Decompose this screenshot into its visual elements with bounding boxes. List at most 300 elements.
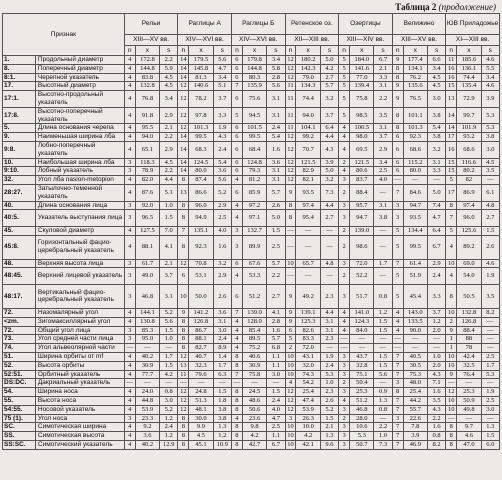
cell-n: —: [285, 268, 296, 285]
row-code: 48:17.: [3, 284, 36, 308]
cell-x: 5.3: [350, 432, 374, 441]
cell-s: —: [481, 317, 499, 326]
cell-s: 1.6: [213, 235, 231, 259]
cell-x: 99.2: [296, 133, 320, 142]
cell-x: 144.8: [242, 64, 266, 73]
cell-s: 1.7: [481, 361, 499, 370]
cell-x: 88.4: [457, 326, 481, 335]
cell-n: 10: [446, 308, 457, 317]
cell-s: 4.0: [374, 176, 392, 185]
cell-s: 10.9: [213, 440, 231, 449]
cell-n: 8: [178, 423, 189, 432]
row-code: 52:51.: [3, 370, 36, 379]
cell-n: 1: [446, 335, 457, 344]
cell-n: 8: [178, 440, 189, 449]
cell-n: 3: [339, 440, 350, 449]
cell-s: 1.9: [481, 268, 499, 285]
cell-n: 3: [124, 158, 135, 167]
row-name: Дакриальный указатель: [35, 379, 124, 388]
cell-n: 12: [285, 56, 296, 65]
cell-s: 3.1: [213, 317, 231, 326]
cell-s: 2.6: [213, 284, 231, 308]
cell-n: 2: [285, 344, 296, 353]
cell-x: 30.5: [403, 361, 427, 370]
cell-x: 50.6: [242, 405, 266, 414]
cell-n: 12: [178, 82, 189, 91]
header-sub-n: n: [339, 46, 350, 56]
row-name: Верхний лицевой указатель: [35, 268, 124, 285]
cell-n: 7: [392, 432, 403, 441]
cell-x: 128.0: [242, 317, 266, 326]
header-sub-n: n: [178, 46, 189, 56]
cell-x: 121.5: [296, 158, 320, 167]
cell-s: 3.0: [160, 396, 178, 405]
header-feature: Признак: [3, 14, 125, 56]
cell-n: 3: [285, 414, 296, 423]
cell-x: 127.5: [135, 226, 159, 235]
cell-x: —: [135, 344, 159, 353]
cell-s: 1.5: [267, 388, 285, 397]
table-row: [3, 308, 500, 317]
cell-x: 23.3: [135, 414, 159, 423]
cell-s: 3.3: [427, 284, 445, 308]
cell-x: 24.8: [189, 388, 213, 397]
cell-s: 5.5: [481, 64, 499, 73]
cell-s: 5.4: [267, 133, 285, 142]
cell-n: 12: [285, 405, 296, 414]
cell-x: 121.5: [350, 158, 374, 167]
cell-x: 55.7: [403, 405, 427, 414]
cell-n: 12: [178, 124, 189, 133]
cell-s: 3.8: [427, 107, 445, 124]
cell-x: 96.0: [189, 201, 213, 210]
cell-x: 76.2: [403, 73, 427, 82]
cell-s: 5.4: [213, 158, 231, 167]
header-sub-x: x: [296, 46, 320, 56]
cell-x: 87.6: [135, 184, 159, 201]
cell-x: 75.3: [403, 370, 427, 379]
cell-x: 45.4: [403, 284, 427, 308]
cell-n: 13: [178, 361, 189, 370]
cell-x: 79.0: [296, 73, 320, 82]
cell-n: 3: [124, 210, 135, 227]
cell-x: 46.8: [350, 405, 374, 414]
cell-s: —: [481, 335, 499, 344]
cell-n: 15: [446, 158, 457, 167]
cell-s: 3.2: [320, 91, 338, 108]
cell-x: 9.9: [189, 423, 213, 432]
table-row: [3, 414, 500, 423]
cell-n: 4: [124, 370, 135, 379]
cell-x: 9.8: [242, 423, 266, 432]
cell-n: 4: [124, 361, 135, 370]
cell-x: 79.3: [242, 167, 266, 176]
cell-s: 3.4: [374, 158, 392, 167]
cell-s: 0.8: [374, 405, 392, 414]
cell-s: 4.3: [427, 405, 445, 414]
cell-n: 17: [446, 133, 457, 142]
cell-x: 93.5: [403, 210, 427, 227]
cell-s: 3.7: [374, 133, 392, 142]
cell-x: 88.4: [350, 184, 374, 201]
cell-x: 75.2: [242, 344, 266, 353]
cell-x: 94.9: [189, 210, 213, 227]
cell-s: 2.1: [160, 124, 178, 133]
cell-s: 3.5: [374, 107, 392, 124]
cell-n: 7: [392, 352, 403, 361]
cell-s: 3.5: [481, 167, 499, 176]
cell-s: 3.4: [160, 91, 178, 108]
cell-x: 83.7: [350, 176, 374, 185]
header-sub-x: x: [403, 46, 427, 56]
cell-s: 4.3: [320, 141, 338, 158]
cell-n: 6: [231, 184, 242, 201]
cell-x: 25.4: [403, 388, 427, 397]
cell-s: 4.6: [481, 259, 499, 268]
cell-n: 2: [339, 226, 350, 235]
cell-n: 16: [446, 64, 457, 73]
cell-x: 96.0: [457, 210, 481, 227]
cell-x: 47.0: [457, 440, 481, 449]
cell-x: 10.6: [350, 423, 374, 432]
table-row: [3, 405, 500, 414]
cell-x: 81.2: [242, 176, 266, 185]
cell-n: 6: [178, 268, 189, 285]
table-row: [3, 344, 500, 353]
cell-s: 6.0: [481, 440, 499, 449]
cell-s: 1.2: [213, 432, 231, 441]
cell-n: 4: [231, 326, 242, 335]
cell-x: 53.9: [296, 405, 320, 414]
row-name: Угол средней части лица: [35, 335, 124, 344]
cell-n: 9: [178, 308, 189, 317]
cell-n: 6: [231, 91, 242, 108]
cell-x: 132.8: [135, 82, 159, 91]
cell-s: 3.6: [267, 158, 285, 167]
table-row: [3, 201, 500, 210]
cell-n: 8: [231, 388, 242, 397]
cell-x: 24.0: [135, 388, 159, 397]
cell-x: 89.9: [242, 235, 266, 259]
cell-n: —: [124, 379, 135, 388]
table-row: [3, 141, 500, 158]
row-code: 9:10.: [3, 167, 36, 176]
cell-x: 101.3: [189, 124, 213, 133]
header-group-name: Велижино: [392, 14, 446, 35]
cell-n: 3: [339, 405, 350, 414]
cell-x: 116.6: [457, 158, 481, 167]
cell-n: 12: [178, 396, 189, 405]
cell-n: 14: [178, 158, 189, 167]
cell-s: 1.5: [481, 226, 499, 235]
cell-n: 10: [446, 361, 457, 370]
table-row: [3, 210, 500, 227]
row-name: Симотическая ширина: [35, 423, 124, 432]
cell-x: 40.7: [189, 352, 213, 361]
cell-n: 15: [446, 167, 457, 176]
cell-n: 5: [285, 335, 296, 344]
cell-n: 3: [124, 259, 135, 268]
cell-x: 132.8: [457, 308, 481, 317]
cell-x: 40.6: [242, 352, 266, 361]
cell-x: 4.6: [457, 432, 481, 441]
cell-s: 2.9: [427, 259, 445, 268]
cell-n: 4: [339, 326, 350, 335]
cell-n: 15: [446, 82, 457, 91]
cell-n: 10: [446, 396, 457, 405]
cell-n: 10: [285, 440, 296, 449]
cell-n: 8: [178, 176, 189, 185]
cell-n: —: [178, 379, 189, 388]
cell-x: 99.5: [403, 235, 427, 259]
cell-s: 5.2: [160, 405, 178, 414]
table-caption: [395, 2, 496, 12]
cell-n: 14: [178, 167, 189, 176]
cell-s: 7.3: [320, 184, 338, 201]
cell-n: 10: [285, 352, 296, 361]
cell-s: 3.1: [267, 107, 285, 124]
cell-x: 51.3: [189, 396, 213, 405]
cell-s: 5.7: [267, 335, 285, 344]
cell-n: 12: [285, 167, 296, 176]
cell-n: 10: [178, 284, 189, 308]
cell-s: 1.7: [213, 361, 231, 370]
table-header: [3, 14, 500, 56]
cell-x: 49.2: [296, 284, 320, 308]
cell-s: —: [481, 379, 499, 388]
cell-n: 6: [392, 167, 403, 176]
row-code: 48:45.: [3, 268, 36, 285]
cell-n: 7: [392, 396, 403, 405]
cell-n: 8: [285, 210, 296, 227]
row-name: Наименьшая ширина лба: [35, 133, 124, 142]
cell-x: 80.0: [189, 167, 213, 176]
cell-n: 4: [339, 124, 350, 133]
cell-x: 82: [457, 176, 481, 185]
cell-n: 10: [446, 352, 457, 361]
cell-x: 85.4: [242, 326, 266, 335]
cell-x: 135.6: [403, 82, 427, 91]
cell-x: 139.0: [242, 308, 266, 317]
cell-x: 69.0: [457, 259, 481, 268]
cell-x: 75.8: [350, 91, 374, 108]
cell-s: 5.0: [320, 56, 338, 65]
cell-x: —: [403, 176, 427, 185]
cell-n: 3: [339, 370, 350, 379]
cell-n: 4: [124, 352, 135, 361]
cell-s: 5.6: [213, 56, 231, 65]
cell-n: 3: [124, 284, 135, 308]
cell-s: 2.9: [160, 141, 178, 158]
cell-x: 42.7: [242, 440, 266, 449]
table-row: [3, 259, 500, 268]
cell-s: 3.3: [374, 73, 392, 82]
cell-s: —: [427, 176, 445, 185]
cell-n: 6: [392, 141, 403, 158]
cell-n: 12: [178, 91, 189, 108]
cell-n: 6: [392, 133, 403, 142]
header-group-period: XIII—XIV вв.: [339, 35, 393, 46]
row-code: 9.: [3, 133, 36, 142]
cell-n: 4: [124, 82, 135, 91]
header-sub-x: x: [457, 46, 481, 56]
cell-x: 94.0: [296, 107, 320, 124]
cell-s: 2.3: [320, 388, 338, 397]
cell-s: 4.5: [427, 82, 445, 91]
cell-s: 4.4: [160, 176, 178, 185]
row-name: Угол лба nasion-metopion: [35, 176, 124, 185]
cell-n: 3: [392, 201, 403, 210]
cell-n: 6: [231, 284, 242, 308]
cell-x: 72.0: [296, 344, 320, 353]
table-row: [3, 124, 500, 133]
cell-n: 3: [339, 259, 350, 268]
header-sub-n: n: [124, 46, 135, 56]
header-sub-s: s: [481, 46, 499, 56]
cell-s: 1.3: [374, 396, 392, 405]
header-sub-s: s: [374, 46, 392, 56]
cell-s: 4.4: [320, 308, 338, 317]
cell-s: 2.6: [481, 235, 499, 259]
cell-s: 4.7: [213, 64, 231, 73]
cell-n: 3: [339, 432, 350, 441]
row-name: Ширина носа: [35, 388, 124, 397]
cell-x: 77.0: [350, 73, 374, 82]
cell-s: —: [320, 268, 338, 285]
cell-x: 9.7: [457, 423, 481, 432]
cell-n: 7: [231, 370, 242, 379]
cell-n: 5: [339, 82, 350, 91]
cell-n: 5: [446, 226, 457, 235]
cell-n: 3: [339, 423, 350, 432]
cell-s: 5.7: [267, 259, 285, 268]
cell-x: 124.8: [242, 158, 266, 167]
cell-s: 6.8: [267, 344, 285, 353]
cell-x: 91.8: [135, 107, 159, 124]
table-row: [3, 379, 500, 388]
cell-n: 4: [392, 326, 403, 335]
cell-n: 9: [392, 91, 403, 108]
cell-s: 1.5: [374, 352, 392, 361]
cell-x: 86.9: [457, 184, 481, 201]
cell-n: 12: [178, 388, 189, 397]
row-code: 5.: [3, 124, 36, 133]
cell-s: —: [160, 379, 178, 388]
cell-x: 4.2: [296, 432, 320, 441]
cell-x: 93.2: [457, 133, 481, 142]
row-name: Высотный диаметр: [35, 82, 124, 91]
cell-n: —: [392, 344, 403, 353]
cell-x: 50.5: [457, 284, 481, 308]
cell-n: 8: [231, 423, 242, 432]
header-sub-n: n: [285, 46, 296, 56]
cell-s: 4.8: [320, 259, 338, 268]
cell-s: 4.1: [160, 235, 178, 259]
cell-x: 134.4: [403, 226, 427, 235]
cell-x: 88: [457, 335, 481, 344]
cell-s: 1.3: [320, 432, 338, 441]
table-row: [3, 326, 500, 335]
cell-x: 139.0: [350, 226, 374, 235]
cell-x: 25.4: [296, 388, 320, 397]
cell-s: 0.8: [427, 432, 445, 441]
header-sub-s: s: [320, 46, 338, 56]
cell-x: 82.9: [296, 167, 320, 176]
cell-n: 4: [446, 268, 457, 285]
cell-x: 83.8: [135, 73, 159, 82]
cell-x: —: [296, 268, 320, 285]
cell-n: 4: [124, 124, 135, 133]
cell-s: 5.1: [213, 82, 231, 91]
row-name: Общий угол лица: [35, 326, 124, 335]
cell-n: 2: [446, 317, 457, 326]
row-code: 48.: [3, 259, 36, 268]
cell-s: 4.2: [160, 370, 178, 379]
cell-x: 74.4: [457, 73, 481, 82]
cell-n: 8: [178, 210, 189, 227]
cell-s: 6.1: [481, 184, 499, 201]
cell-x: —: [457, 414, 481, 423]
cell-x: 51.2: [350, 396, 374, 405]
cell-n: 8: [446, 284, 457, 308]
cell-x: 42.1: [296, 440, 320, 449]
row-name: Длина основания черепа: [35, 124, 124, 133]
cell-s: 2.2: [160, 133, 178, 142]
cell-s: 2.4: [320, 361, 338, 370]
cell-x: 95.0: [135, 335, 159, 344]
cell-s: 7.0: [160, 226, 178, 235]
cell-s: 4.3: [213, 133, 231, 142]
cell-x: 94.7: [403, 201, 427, 210]
cell-n: 10: [285, 361, 296, 370]
cell-x: 30.0: [189, 414, 213, 423]
cell-s: 4.8: [481, 201, 499, 210]
header-group-period: XIV—XVI вв.: [231, 35, 285, 46]
row-code: 45:8.: [3, 235, 36, 259]
cell-n: 3: [392, 379, 403, 388]
row-name: Симотический указатель: [35, 440, 124, 449]
cell-n: 12: [285, 176, 296, 185]
row-name: Черепной указатель: [35, 73, 124, 82]
cell-s: 6.3: [213, 370, 231, 379]
cell-x: —: [350, 335, 374, 344]
cell-x: 185.6: [457, 56, 481, 65]
cell-s: 5.9: [160, 64, 178, 73]
cell-x: 26.3: [296, 414, 320, 423]
row-code: 8.: [3, 64, 36, 73]
cell-n: 7: [392, 361, 403, 370]
cell-x: 90.0: [403, 326, 427, 335]
table-row: [3, 317, 500, 326]
cell-x: 32.0: [296, 361, 320, 370]
cell-n: 4: [124, 423, 135, 432]
cell-x: 77.7: [135, 370, 159, 379]
cell-x: 135.1: [189, 226, 213, 235]
cell-n: 2: [339, 379, 350, 388]
cell-s: 3.1: [320, 317, 338, 326]
cell-x: 4.2: [242, 432, 266, 441]
cell-n: 8: [392, 388, 403, 397]
cell-s: 1.5: [374, 317, 392, 326]
cell-s: 5.0: [427, 184, 445, 201]
cell-n: 8: [178, 335, 189, 344]
cell-n: 4: [124, 91, 135, 108]
cell-x: 40.2: [135, 352, 159, 361]
cell-s: 3.1: [267, 167, 285, 176]
cell-n: 4: [124, 64, 135, 73]
cell-x: 82.0: [135, 176, 159, 185]
cell-s: 3.0: [481, 141, 499, 158]
